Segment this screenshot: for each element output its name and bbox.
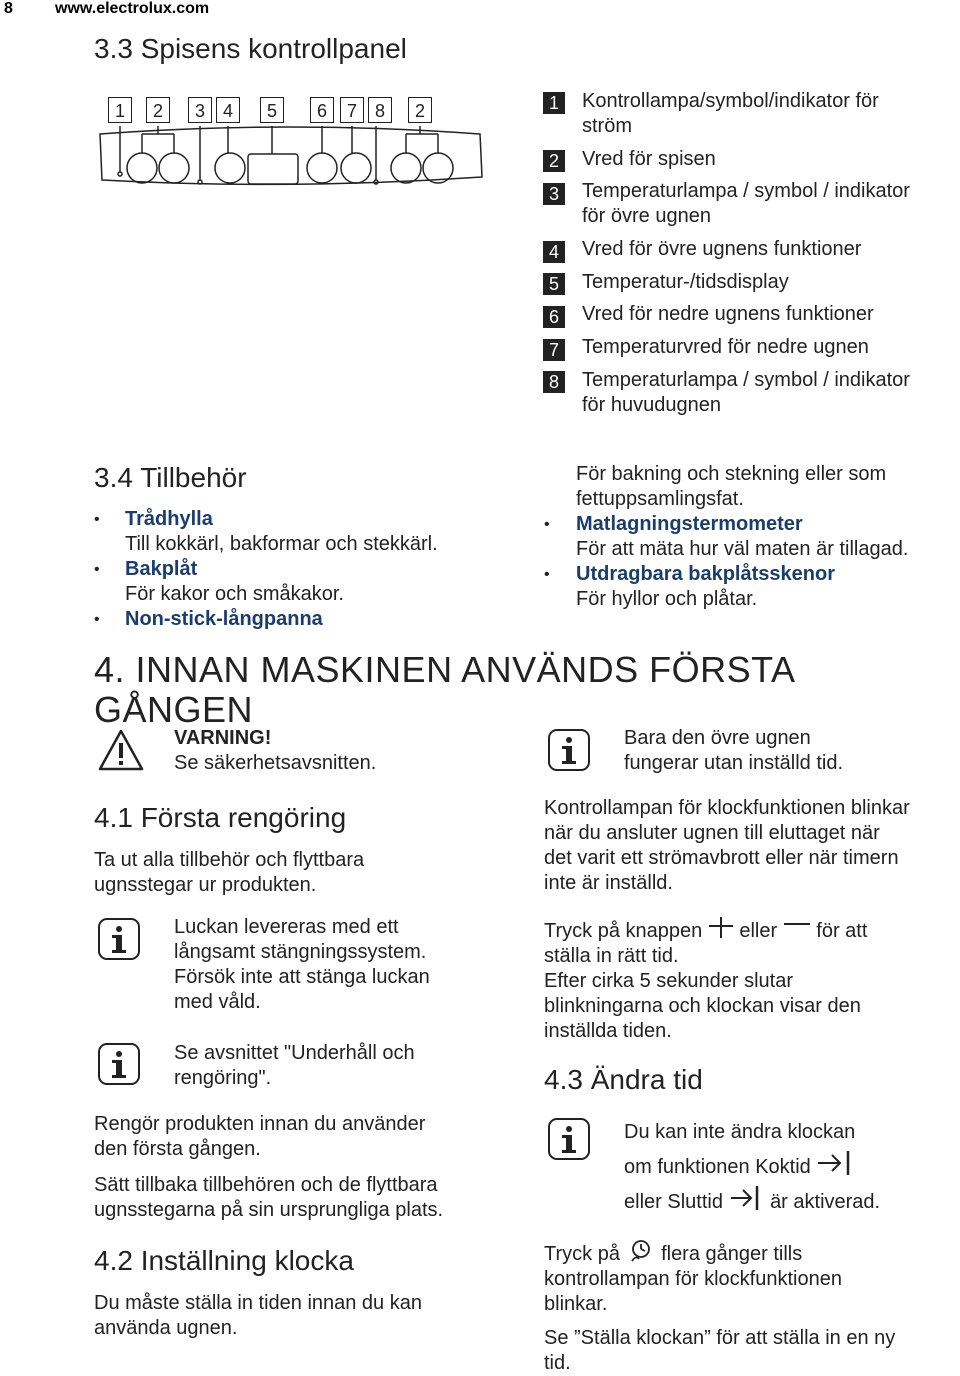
legend-item-5: Temperatur-/tidsdisplay [582, 271, 789, 293]
diagram-label-2: 2 [146, 97, 170, 123]
paragraph: Tryck på flera gånger tills kontrollampan för klockfunktionen blinkar. [544, 1239, 842, 1317]
diagram-label-5: 5 [260, 97, 284, 123]
info-icon [98, 1043, 140, 1085]
info-note: Du kan inte ändra klockan om funktionen Koktid eller Sluttid är aktiverad. [624, 1121, 881, 1213]
bullet: • [94, 611, 100, 628]
section-3-3-title: 3.3 Spisens kontrollpanel [94, 33, 407, 64]
info-icon [548, 729, 590, 771]
chapter-4-title: 4. INNAN MASKINEN ANVÄNDS FÖRSTA GÅNGEN [94, 649, 794, 730]
info-note: Bara den övre ugnen fungerar utan inställd tid. [624, 727, 844, 774]
warning-icon [97, 728, 145, 772]
info-icon [98, 918, 140, 960]
diagram-label-7: 7 [340, 97, 364, 123]
legend-number-6: 6 [543, 306, 565, 328]
info-note: Se avsnittet "Underhåll och rengöring". [174, 1042, 415, 1089]
legend-number-5: 5 [543, 273, 565, 295]
accessory-desc: För bakning och stekning eller som fettuppsamlingsfat. [576, 463, 887, 510]
warning-note: VARNING! Se säkerhetsavsnitten. [174, 727, 377, 774]
diagram-label-8: 8 [368, 97, 392, 123]
paragraph: Kontrollampan för klockfunktionen blinkar när du ansluter ugnen till eluttaget när det varit ett strömavbrott eller när timern inte är inställd. [544, 797, 910, 894]
section-4-1-title: 4.1 Första rengöring [94, 802, 347, 833]
accessory-list-item: Trådhylla Till kokkärl, bakformar och stekkärl. [125, 508, 438, 555]
minus-icon [783, 917, 811, 939]
section-3-4-title: 3.4 Tillbehör [94, 462, 247, 493]
diagram-label-3: 3 [188, 97, 212, 123]
diagram-label-4: 4 [216, 97, 240, 123]
paragraph: Ta ut alla tillbehör och flyttbara ugnsstegar ur produkten. [94, 849, 365, 896]
legend-item-4: Vred för övre ugnens funktioner [582, 238, 862, 260]
section-4-2-title: 4.2 Inställning klocka [94, 1245, 354, 1276]
legend-number-2: 2 [543, 150, 565, 172]
control-panel-drawing [90, 122, 490, 202]
end-time-icon [729, 1185, 765, 1211]
paragraph: Du måste ställa in tiden innan du kan använda ugnen. [94, 1292, 422, 1339]
legend-item-2: Vred för spisen [582, 148, 716, 170]
section-4-3-title: 4.3 Ändra tid [544, 1064, 703, 1095]
legend-number-8: 8 [543, 371, 565, 393]
legend-item-7: Temperaturvred för nedre ugnen [582, 336, 869, 358]
legend-number-1: 1 [543, 92, 565, 114]
bullet: • [94, 561, 100, 578]
control-panel-diagram [90, 92, 490, 202]
page-number: 8 [4, 0, 13, 17]
info-icon [548, 1118, 590, 1160]
bullet: • [544, 566, 550, 583]
header-url: www.electrolux.com [55, 0, 210, 17]
diagram-label-1: 1 [108, 97, 132, 123]
clock-button-icon [626, 1239, 656, 1263]
legend-item-3: Temperaturlampa / symbol / indikator för övre ugnen [582, 180, 910, 227]
bullet: • [94, 511, 100, 528]
plus-icon [708, 917, 734, 939]
accessory-list-item: Non-stick-långpanna [125, 608, 323, 630]
diagram-label-6: 6 [310, 97, 334, 123]
legend-number-3: 3 [543, 183, 565, 205]
paragraph: Tryck på knappen eller för att ställa in rätt tid. Efter cirka 5 sekunder slutar blinkningarna och klockan visar den inställda tiden. [544, 917, 867, 1044]
paragraph: Rengör produkten innan du använder den första gången. [94, 1113, 426, 1160]
accessory-list-item: Matlagningstermometer För att mäta hur väl maten är tillagad. [576, 513, 909, 560]
diagram-label-2b: 2 [408, 97, 432, 123]
legend-item-8: Temperaturlampa / symbol / indikator för huvudugnen [582, 369, 910, 416]
legend-item-1: Kontrollampa/symbol/indikator för ström [582, 90, 879, 137]
paragraph: Sätt tillbaka tillbehören och de flyttbara ugnsstegarna på sin ursprungliga plats. [94, 1174, 444, 1221]
legend-number-7: 7 [543, 339, 565, 361]
info-note: Luckan levereras med ett långsamt stängningssystem. Försök inte att stänga luckan med våld. [174, 916, 430, 1013]
bullet: • [544, 516, 550, 533]
cook-time-icon [816, 1150, 852, 1176]
accessory-list-item: Utdragbara bakplåtsskenor För hyllor och plåtar. [576, 563, 835, 610]
accessory-list-item: Bakplåt För kakor och småkakor. [125, 558, 344, 605]
legend-item-6: Vred för nedre ugnens funktioner [582, 303, 874, 325]
legend-number-4: 4 [543, 241, 565, 263]
paragraph: Se ”Ställa klockan” för att ställa in en ny tid. [544, 1327, 896, 1374]
